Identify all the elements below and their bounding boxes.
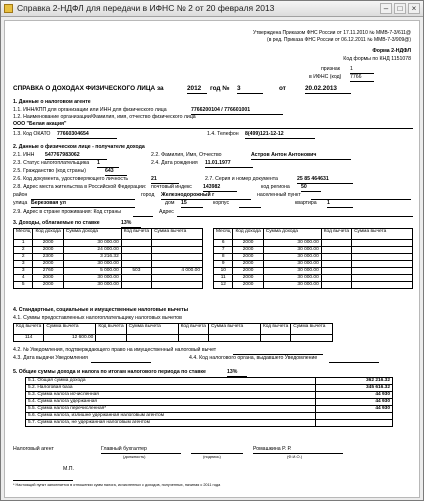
col-income-sum: Сумма дохода <box>263 229 321 240</box>
totals-section-title: 5. Общие суммы дохода и налога по итогам налогового периода по ставке <box>13 369 206 375</box>
table-row: 3 2000 30 000.00 <box>14 261 203 268</box>
birth-value: 11.01.1977 <box>205 160 253 168</box>
doc-code-label: 2.6. Код документа, удостоверяющего личность <box>13 176 129 182</box>
totals-rate: 13% <box>227 369 247 377</box>
table-row: 5.7. Сумма налога, не удержанная налоговым агентом <box>26 420 393 427</box>
doc-series-label: 2.7. Серия и номер документа <box>205 176 278 182</box>
signer-position: Главный бухгалтер <box>101 446 181 454</box>
form-name: Форма 2-НДФЛ <box>372 48 411 54</box>
table-row: 114 12 600.00 <box>14 335 333 342</box>
region-label: код региона <box>261 184 290 190</box>
person-section-title: 2. Данные о физическом лице - получателе дохода <box>13 144 145 150</box>
okato-label: 1.3. Код ОКАТО <box>13 131 51 137</box>
maximize-button[interactable]: □ <box>394 3 406 14</box>
table-row: 5.6. Сумма налога, излишне удержанная налоговым агентом <box>26 413 393 420</box>
table-row: 2 2300 3 216.32 <box>14 254 203 261</box>
col-deduction-code: Код вычета <box>321 229 351 240</box>
income-section-title: 3. Доходы, облагаемые по ставке <box>13 220 100 226</box>
table-row: 2 2000 24 000.00 <box>14 247 203 254</box>
city-label: город <box>141 192 155 198</box>
ifns-label: в ИФНС (код) <box>309 74 342 80</box>
income-table-left <box>13 228 203 289</box>
agent-phone-label: 1.4. Телефон <box>207 131 239 137</box>
table-row: 4 2000 30 000.00 <box>14 275 203 282</box>
table-row: 10 2000 30 000.00 <box>214 268 413 275</box>
agent-name-label: 1.2. Наименование организации/Фамилия, имя, отчество физического лица <box>13 114 196 120</box>
foreign-address-label: Адрес <box>159 209 174 215</box>
fio-label: 2.2. Фамилия, Имя, Отчество <box>151 152 222 158</box>
notice-number-label: 4.2. № Уведомления, подтверждающего право на имущественный налоговый вычет <box>13 347 217 353</box>
flat-value: 1 <box>327 200 353 208</box>
notice-date-label: 4.3. Дата выдачи Уведомления <box>13 355 88 361</box>
deductions-subtitle: 4.1. Суммы предоставленных налогоплательщику налоговых вычетов <box>13 315 182 321</box>
street-label: улица <box>13 200 28 206</box>
status-value: 1 <box>97 160 119 168</box>
income-rate: 13% <box>121 220 141 228</box>
fio-value: Астров Антон Антонович <box>251 152 351 160</box>
col-income-sum: Сумма дохода <box>63 229 121 240</box>
region-value: 50 <box>301 184 321 192</box>
from-label: от <box>279 85 286 92</box>
house-value: 15 <box>181 200 203 208</box>
income-table-right <box>213 228 413 289</box>
table-row: 8 2000 30 000.00 <box>214 254 413 261</box>
footnote: * Настоящий пункт заполняется в отношении сумм налога, исчисленных с доходов, полученных, начиная с 2011 года <box>13 483 221 487</box>
table-row: 9 2000 30 000.00 <box>214 261 413 268</box>
agent-inn-label: 1.1. ИНН/КПП для организации или ИНН для физического лица <box>13 107 167 113</box>
report-number: 3 <box>237 85 263 94</box>
knd-code: Код формы по КНД 1151078 <box>343 56 411 62</box>
notice-authority-label: 4.4. Код налогового органа, выдавшего Уведомление <box>189 355 318 361</box>
citizen-value: 643 <box>105 168 127 176</box>
table-row: 5.1. Общая сумма дохода 362 216.32 <box>26 378 393 385</box>
citizen-label: 2.5. Гражданство (код страны) <box>13 168 86 174</box>
zip-label: почтовый индекс <box>151 184 192 190</box>
agent-section-title: 1. Данные о налоговом агенте <box>13 99 91 105</box>
stamp-label: М.П. <box>63 466 74 472</box>
person-inn-value: 547767983062 <box>45 152 107 160</box>
sign-label: признак <box>321 66 340 72</box>
table-row: 11 2000 30 000.00 <box>214 275 413 282</box>
title-bar <box>1 1 423 17</box>
settlement-label: населенный пункт <box>257 192 301 198</box>
doc-code-value: 21 <box>151 176 179 184</box>
col-deduction-code: Код вычета <box>121 229 151 240</box>
doc-series-value: 25 85 464631 <box>297 176 353 184</box>
tax-agent-label: Налоговый агент <box>13 446 54 452</box>
approved-line-2: (в ред. Приказа ФНС России от 06.12.2011 № ММВ-7-3/909@) <box>267 37 411 43</box>
table-row: 5 2000 30 000.00 <box>14 282 203 289</box>
deductions-table: Код вычета Сумма вычета Код вычета Сумма вычета Код вычета Сумма вычета Код вычета Сумма вычета 114 12 600.00 <box>13 323 333 342</box>
fio-caption: (Ф.И.О.) <box>287 454 303 459</box>
report-page <box>4 20 420 498</box>
minimize-button[interactable]: – <box>380 3 392 14</box>
table-row: 5.2. Налоговая база 345 616.32 <box>26 385 393 392</box>
report-title: СПРАВКА О ДОХОДАХ ФИЗИЧЕСКОГО ЛИЦА за <box>13 85 164 92</box>
report-year-suffix: год № <box>210 85 230 92</box>
report-year: 2012 <box>187 85 207 94</box>
okato-value: 77660304654 <box>57 131 117 139</box>
report-date: 20.02.2013 <box>305 85 351 94</box>
close-button[interactable]: × <box>408 3 420 14</box>
ifns-value: 7766 <box>350 74 374 82</box>
table-row: 6 2000 30 000.00 <box>214 240 413 247</box>
signer-name: Ромашкина Р. Р. <box>253 446 343 454</box>
district-label: район <box>13 192 28 198</box>
table-row: 3 2760 5 000.00 503 4 000.00 <box>14 268 203 275</box>
zip-value: 143982 <box>203 184 237 192</box>
col-deduction-sum: Сумма вычета <box>152 229 203 240</box>
sign-caption: (подпись) <box>203 454 221 459</box>
col-month: Месяц <box>14 229 33 240</box>
table-row: 5.3. Сумма налога исчисленная 44 930 <box>26 392 393 399</box>
flat-label: квартира <box>295 200 317 206</box>
birth-label: 2.4. Дата рождения <box>151 160 198 166</box>
col-income-code: Код дохода <box>33 229 63 240</box>
document-icon <box>4 4 13 13</box>
agent-phone-value: 8(499)121-12-12 <box>245 131 315 139</box>
city-value: Железнодорожный г <box>161 192 251 200</box>
agent-inn-value: 7766200104 / 776601001 <box>191 107 283 115</box>
corp-label: корпус <box>213 200 230 206</box>
person-inn-label: 2.1. ИНН <box>13 152 35 158</box>
house-label: дом <box>165 200 175 206</box>
window-title: Справка 2-НДФЛ для передачи в ИФНС № 2 от 20 февраля 2013 <box>17 3 275 13</box>
col-income-code: Код дохода <box>233 229 263 240</box>
table-row: 1 2000 30 000.00 <box>14 240 203 247</box>
agent-name-value: ООО "Белая акация" <box>13 121 413 129</box>
table-row: 5.5. Сумма налога перечисленная* 44 930 <box>26 406 393 413</box>
approved-line-1: Утверждена Приказом ФНС России от 17.11.2010 № ММВ-7-3/611@ <box>252 30 411 36</box>
table-row: 12 2000 30 000.00 <box>214 282 413 289</box>
status-label: 2.3. Статус налогоплательщика <box>13 160 90 166</box>
address-label: 2.8. Адрес места жительства в Российской Федерации: <box>13 184 147 190</box>
table-row: 7 2000 30 000.00 <box>214 247 413 254</box>
totals-table <box>25 377 393 427</box>
col-month: Месяц <box>214 229 233 240</box>
sign-value: 1 <box>350 66 374 74</box>
position-caption: (должность) <box>123 454 146 459</box>
street-value: Березовая ул <box>31 200 135 208</box>
foreign-country-label: 2.9. Адрес в стране проживания: Код страны <box>13 209 122 215</box>
deductions-section-title: 4. Стандартные, социальные и имущественные налоговые вычеты <box>13 307 189 313</box>
col-deduction-sum: Сумма вычета <box>352 229 413 240</box>
table-row: 5.4. Сумма налога удержанная 44 930 <box>26 399 393 406</box>
